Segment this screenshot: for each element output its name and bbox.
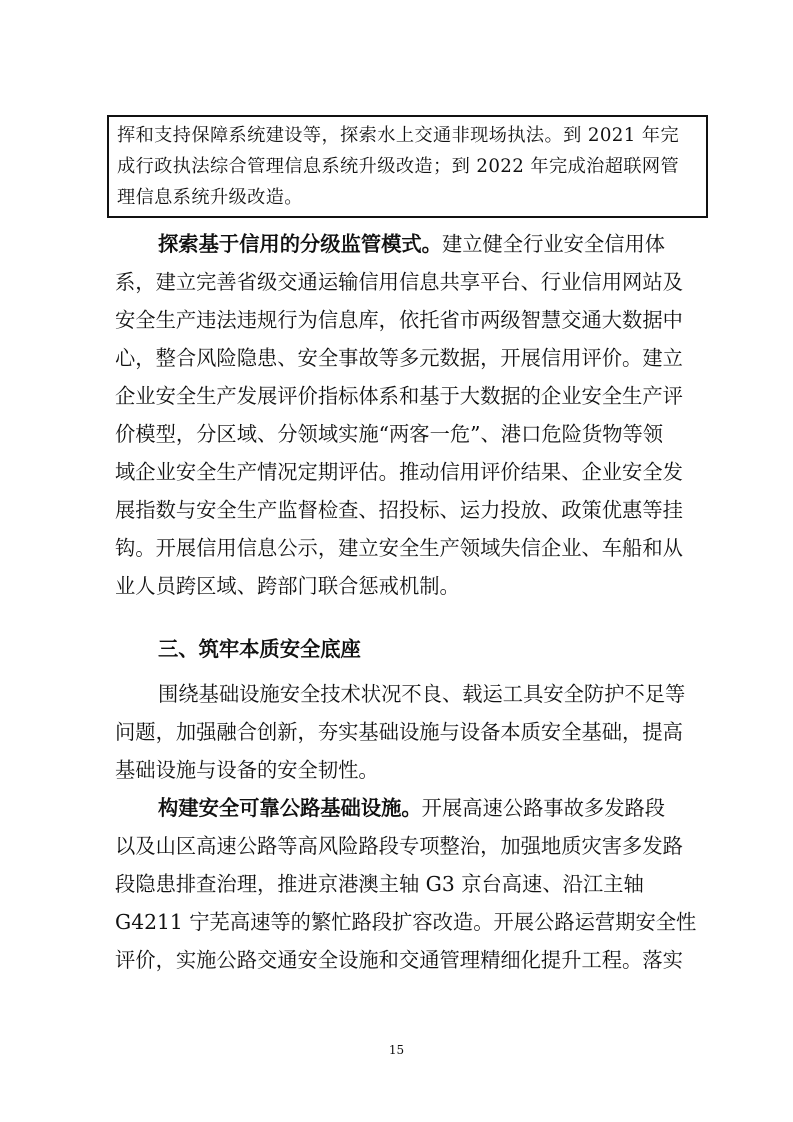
paragraph-heading: 构建安全可靠公路基础设施。	[158, 796, 422, 820]
boxed-text-line: 理信息系统升级改造。	[117, 187, 303, 208]
paragraph-line: 围绕基础设施安全技术状况不良、载运工具安全防护不足等	[158, 682, 686, 706]
boxed-text-line: 挥和支持保障系统建设等，探索水上交通非现场执法。到 2021 年完	[117, 125, 680, 146]
paragraph-line: 展指数与安全生产监督检查、招投标、运力投放、政策优惠等挂	[115, 498, 683, 522]
paragraph-line: 评价，实施公路交通安全设施和交通管理精细化提升工程。落实	[115, 948, 683, 972]
paragraph-line: 心，整合风险隐患、安全事故等多元数据，开展信用评价。建立	[115, 346, 683, 370]
paragraph-line: 域企业安全生产情况定期评估。推动信用评价结果、企业安全发	[115, 460, 683, 484]
paragraph-line: 以及山区高速公路等高风险路段专项整治，加强地质灾害多发路	[115, 834, 683, 858]
paragraph-line	[158, 795, 665, 821]
paragraph-line: 业人员跨区域、跨部门联合惩戒机制。	[115, 574, 460, 598]
paragraph-line: 基础设施与设备的安全韧性。	[115, 758, 379, 782]
paragraph-text: 建立健全行业安全信用体	[441, 232, 666, 256]
section-title: 三、筑牢本质安全底座	[158, 637, 361, 661]
paragraph-line: 钩。开展信用信息公示，建立安全生产领域失信企业、车船和从	[115, 536, 683, 560]
paragraph-line: 价模型，分区域、分领域实施“两客一危”、港口危险货物等领	[115, 422, 664, 446]
boxed-text-frame	[107, 115, 708, 218]
paragraph-line: G4211 宁芜高速等的繁忙路段扩容改造。开展公路运营期安全性	[115, 910, 697, 934]
paragraph-line	[158, 231, 665, 257]
paragraph-line: 段隐患排查治理，推进京港澳主轴 G3 京台高速、沿江主轴	[115, 872, 644, 896]
paragraph-line: 问题，加强融合创新，夯实基础设施与设备本质安全基础，提高	[115, 720, 683, 744]
paragraph-line: 企业安全生产发展评价指标体系和基于大数据的企业安全生产评	[115, 384, 683, 408]
paragraph-heading: 探索基于信用的分级监管模式。	[158, 232, 442, 256]
boxed-text-line: 成行政执法综合管理信息系统升级改造；到 2022 年完成治超联网管	[117, 156, 680, 177]
paragraph-line: 安全生产违法违规行为信息库，依托省市两级智慧交通大数据中	[115, 308, 683, 332]
paragraph-line: 系，建立完善省级交通运输信用信息共享平台、行业信用网站及	[115, 270, 683, 294]
paragraph-text: 开展高速公路事故多发路段	[421, 796, 666, 820]
page-number: 15	[388, 1043, 405, 1057]
